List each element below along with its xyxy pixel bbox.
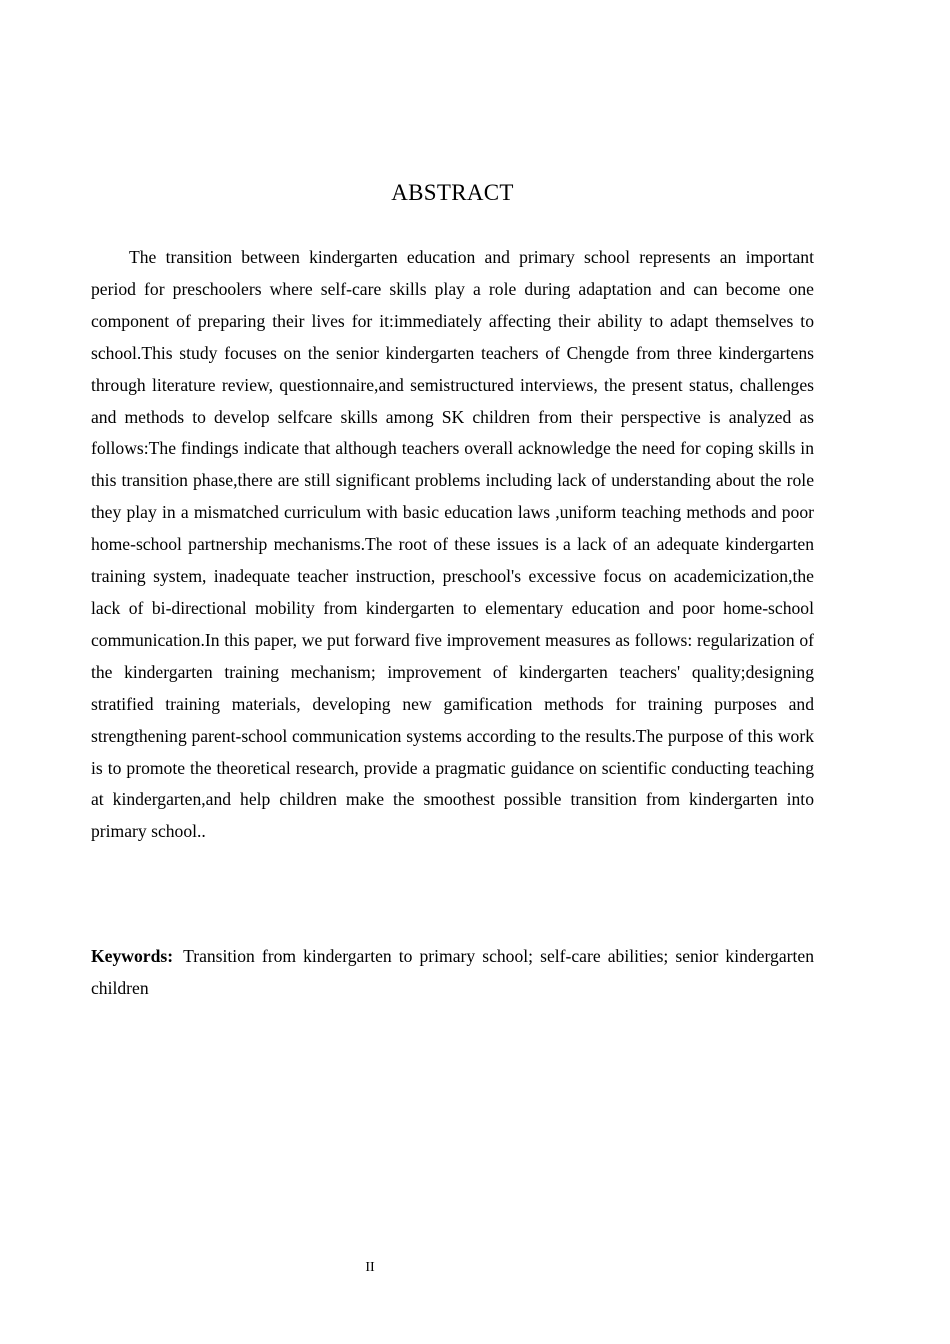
abstract-body-text: The transition between kindergarten education and primary school represents an important period for preschoolers where self-care skills play a role during adaptation and can become one component of preparing their lives for it:immediately affecting their ability to adapt themselves to school.This study focuses on the senior kindergarten teachers of Chengde from three kindergartens through literature review, questionnaire,and semistructured interviews, the present status, challenges and methods to develop selfcare skills among SK children from their perspective is analyzed as follows:The findings indicate that although teachers overall acknowledge the need for coping skills in this transition phase,there are still significant problems including lack of understanding about the role they play in a mismatched curriculum with basic education laws ,uniform teaching methods and poor home-school partnership mechanisms.The root of these issues is a lack of an adequate kindergarten training system, inadequate teacher instruction, preschool's excessive focus on academicization,the lack of bi-directional mobility from kindergarten to elementary education and poor home-school communication.In this paper, we put forward five improvement measures as follows: regularization of the kindergarten training mechanism; improvement of kindergarten teachers' quality;designing stratified training materials, developing new gamification methods for training purposes and strengthening parent-school communication systems according to the results.The purpose of this work is to promote the theoretical research, provide a pragmatic guidance on scientific conducting teaching at kindergarten,and help children make the smoothest possible transition from kindergarten into primary school.. — [91, 247, 814, 842]
page-number: II — [365, 1260, 375, 1275]
keywords-section — [91, 941, 814, 1004]
keywords-label: Keywords: — [91, 946, 174, 966]
abstract-title: ABSTRACT — [391, 180, 514, 205]
keywords-text: Transition from kindergarten to primary school; self-care abilities; senior kindergarten children — [91, 946, 814, 998]
